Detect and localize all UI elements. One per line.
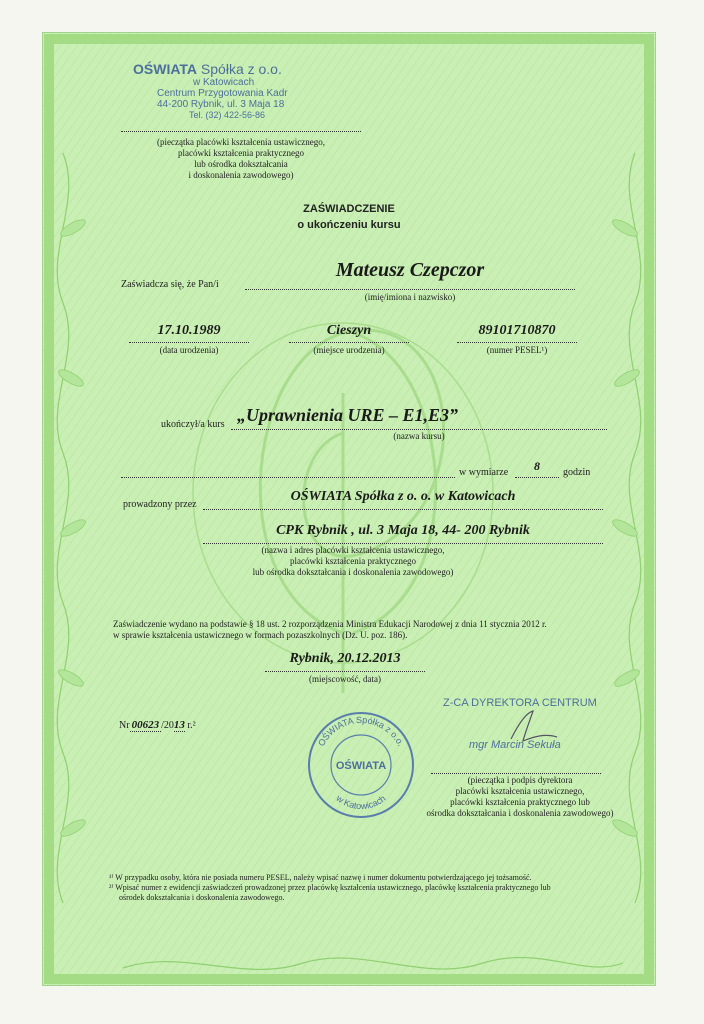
name-caption: (imię/imiona i nazwisko): [364, 292, 456, 302]
certificate-number: [119, 719, 196, 731]
stamp-city: w Katowicach: [193, 77, 255, 88]
birth-place-line: [289, 342, 409, 343]
round-stamp-top-text: OŚWIATA Spółka z o.o.: [316, 714, 407, 748]
institution-header-stamp: [133, 61, 353, 121]
footnote-1: ¹⁾ W przypadku osoby, która nie posiada numeru PESEL, należy wpisać nazwę i numer dokumentu potwierdzającego jej tożsamość.: [109, 873, 532, 882]
pesel-line: [457, 342, 577, 343]
stamp-caption: [131, 137, 351, 181]
provider-caption: [203, 545, 503, 578]
round-stamp-bottom-text: w Katowicach: [334, 793, 388, 812]
director-caption-line: (pieczątka i podpis dyrektora: [467, 775, 573, 785]
course-prefix: ukończył/a kurs: [161, 419, 225, 430]
director-signature-line: [431, 773, 601, 774]
director-caption-line: placówki kształcenia praktycznego lub: [450, 797, 590, 807]
course-name: „Uprawnienia URE – E1,E3”: [237, 405, 459, 425]
director-name: mgr Marcin Sekuła: [469, 739, 561, 751]
person-prefix: Zaświadcza się, że Pan/i: [121, 279, 219, 290]
number-prefix: Nr: [119, 720, 130, 731]
number-value: 00623: [131, 719, 160, 731]
stamp-address: 44-200 Rybnik, ul. 3 Maja 18: [157, 99, 285, 110]
pesel-caption: (numer PESEL¹): [486, 345, 548, 355]
number-separator: /20: [161, 720, 174, 731]
number-suffix: r.²: [184, 720, 196, 731]
provider-caption-line: (nazwa i adres placówki kształcenia ustawicznego,: [261, 545, 445, 555]
provider-caption-line: placówki kształcenia praktycznego: [290, 556, 416, 566]
hours-leading-line: [121, 477, 455, 478]
birth-date-line: [129, 342, 249, 343]
provider-caption-line: lub ośrodka dokształcania i doskonalenia zawodowego): [252, 567, 454, 577]
stamp-company: Spółka z o.o.: [197, 61, 282, 77]
legal-basis-line: Zaświadczenie wydano na podstawie § 18 ust. 2 rozporządzenia Ministra Edukacji Narodowej z dnia 11 stycznia 2012 r.: [113, 619, 547, 629]
director-role: Z-CA DYREKTORA CENTRUM: [443, 697, 597, 709]
hours-suffix: godzin: [563, 467, 591, 478]
hours-line: [515, 477, 559, 478]
stamp-center: Centrum Przygotowania Kadr: [157, 88, 288, 99]
stamp-brand: OŚWIATA: [133, 61, 198, 77]
director-caption: [405, 775, 635, 819]
stamp-dotted-line: [121, 131, 361, 132]
person-name: Mateusz Czepczor: [335, 259, 485, 281]
footnotes: [109, 873, 649, 903]
provider-address: CPK Rybnik , ul. 3 Maja 18, 44- 200 Rybnik: [276, 523, 530, 538]
birth-date: 17.10.1989: [157, 323, 221, 338]
pesel-number: 89101710870: [478, 323, 556, 338]
course-hours: 8: [534, 459, 540, 473]
provider-prefix: prowadzony przez: [123, 499, 197, 510]
director-caption-line: placówki kształcenia ustawicznego,: [455, 786, 585, 796]
course-dotted-line: [231, 429, 607, 430]
name-dotted-line: [245, 289, 575, 290]
issue-line: [265, 671, 425, 672]
provider-name: OŚWIATA Spółka z o. o. w Katowicach: [290, 489, 516, 504]
birth-place-caption: (miejsce urodzenia): [313, 345, 385, 355]
footnote-2: ²⁾ Wpisać numer z ewidencji zaświadczeń prowadzonej przez placówkę kształcenia ustawicznego, placówkę kształcenia praktycznego lub: [109, 883, 551, 892]
legal-basis-line: w sprawie kształcenia ustawicznego w formach pozaszkolnych (Dz. U. poz. 186).: [113, 630, 408, 640]
stamp-caption-line: i doskonalenia zawodowego): [188, 170, 294, 180]
stamp-phone: Tel. (32) 422-56-86: [189, 110, 266, 120]
stamp-caption-line: lub ośrodka dokształcania: [194, 159, 288, 169]
footnote-2-continued: ośrodek dokształcania i doskonalenia zawodowego.: [119, 893, 285, 902]
director-caption-line: ośrodka dokształcania i doskonalenia zawodowego): [426, 808, 614, 818]
stamp-caption-line: (pieczątka placówki kształcenia ustawicznego,: [157, 137, 325, 147]
provider-line-2: [203, 543, 603, 544]
number-year: 13: [173, 719, 185, 731]
legal-basis: [113, 619, 653, 641]
title-line-1: ZAŚWIADCZENIE: [303, 203, 395, 215]
title-line-2: o ukończeniu kursu: [297, 219, 401, 231]
round-stamp-center-text: OŚWIATA: [335, 760, 387, 772]
birth-place: Cieszyn: [326, 323, 372, 338]
round-official-stamp: [305, 709, 417, 821]
issue-place-date: Rybnik, 20.12.2013: [289, 651, 401, 666]
issue-caption: (miejscowość, data): [309, 674, 381, 684]
provider-line-1: [203, 509, 603, 510]
hours-prefix: w wymiarze: [459, 467, 509, 478]
course-caption: (nazwa kursu): [393, 431, 445, 441]
birth-date-caption: (data urodzenia): [159, 345, 219, 355]
document-title: [199, 201, 499, 233]
stamp-caption-line: placówki kształcenia praktycznego: [178, 148, 304, 158]
certificate-sheet: [42, 32, 656, 986]
